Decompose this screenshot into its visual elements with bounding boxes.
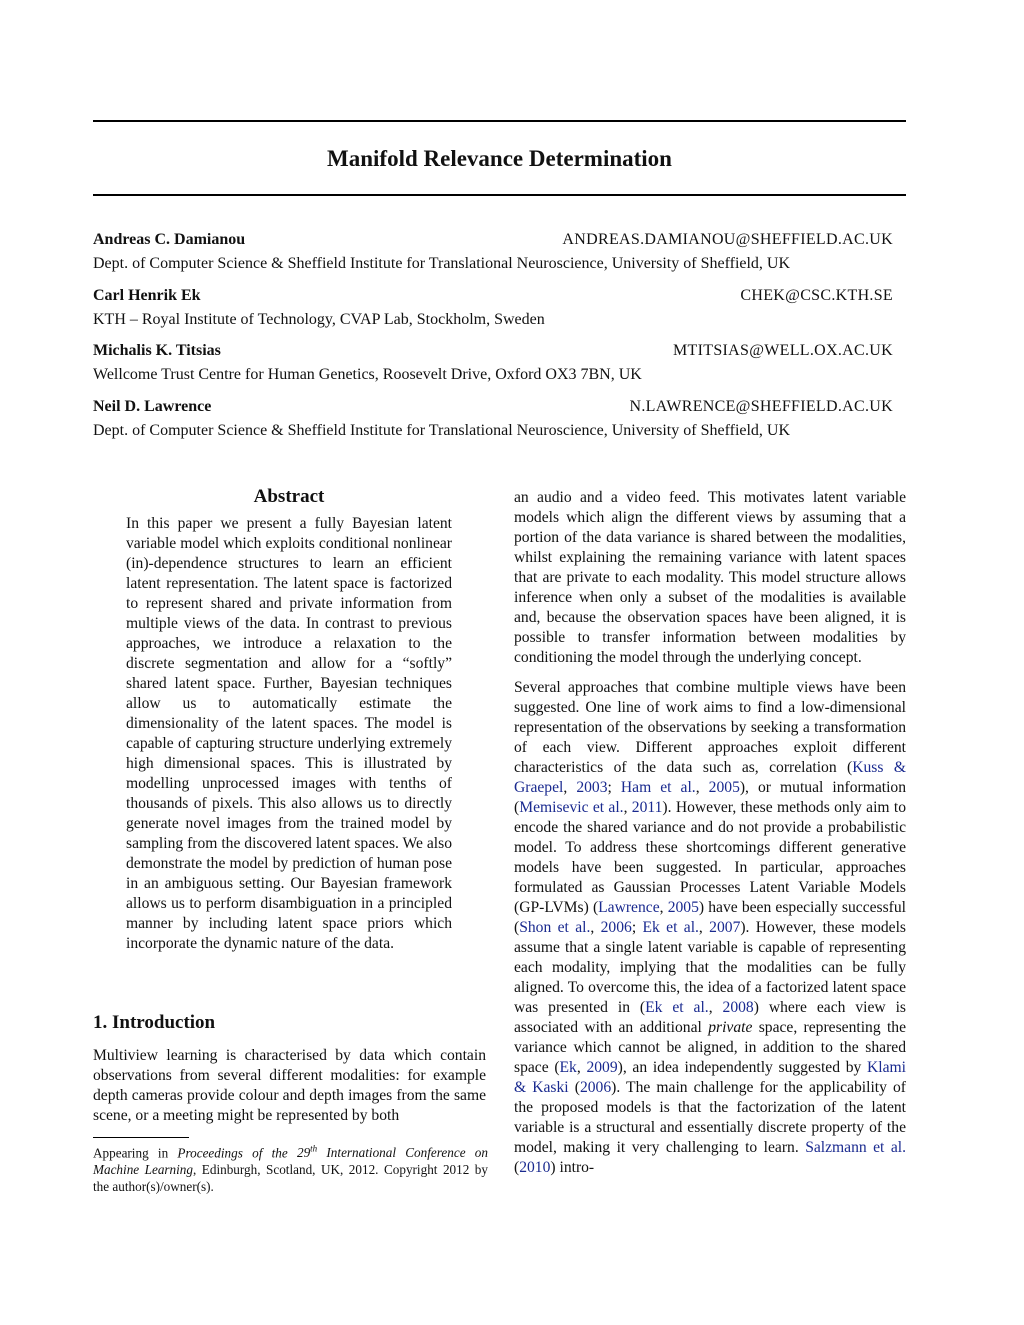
citation-link[interactable]: 2010 <box>519 1159 551 1176</box>
citation-link[interactable]: 2005 <box>667 899 699 916</box>
paragraph-related-work: Several approaches that combine multiple views have been suggested. One line of work aims to find a low-dimensional representation of the observations by seeking a transformation of each view. Different approaches exploit different characteristics of the data such as, correlation (Kuss & Graepel, 2003; Ham et al., 2005), or mutual information (Memisevic et al., 2011). However, these methods only aim to encode the shared variance and do not provide a probabilistic model. To address these shortcomings different generative models have been suggested. In particular, approaches formulated as Gaussian Processes Latent Variable Models (GP-LVMs) (Lawrence, 2005) have been especially successful (Shon et al., 2006; Ek et al., 2007). However, these models assume that a single latent variable is capable of representing each modality, implying that the modalities can be fully aligned. To overcome this, the idea of a factorized latent space was presented in (Ek et al., 2008) where each view is associated with an additional private space, representing the variance which cannot be aligned, in addition to the shared space (Ek, 2009), an idea independently suggested by Klami & Kaski (2006). The main challenge for the applicability of the proposed models is that the factorization of the latent variable is a structural and essentially discrete property of the model, making it very challenging to learn. Salzmann et al. (2010) intro- <box>514 679 907 1176</box>
top-rule <box>93 120 906 122</box>
citation-link[interactable]: 2003 <box>576 779 608 796</box>
citation-link[interactable]: Ham et al. <box>620 779 696 796</box>
citation-link[interactable]: 2008 <box>722 999 754 1016</box>
paper-title: Manifold Relevance Determination <box>327 146 672 171</box>
author-email[interactable]: CHEK@CSC.KTH.SE <box>740 287 893 304</box>
author-affiliation: KTH – Royal Institute of Technology, CVAP Lab, Stockholm, Sweden <box>93 311 545 328</box>
citation-link[interactable]: Lawrence <box>598 899 660 916</box>
citation-link[interactable]: Memisevic et al. <box>519 799 624 816</box>
abstract-heading: Abstract <box>253 486 325 507</box>
abstract-text: In this paper we present a fully Bayesian latent variable model which exploits conditional nonlinear (in)-dependence structures to learn an efficient latent representation. The latent space is factorized to represent shared and private information from multiple views of the data. In contrast to previous approaches, we introduce a relaxation to the discrete segmentation and allow for a “softly” shared latent space. Further, Bayesian techniques allow us to automatically estimate the dimensionality of the latent spaces. The model is capable of capturing structure underlying extremely high dimensional spaces. This is illustrated by modelling unprocessed images with tenths of thousands of pixels. This also allows us to directly generate novel images from the trained model by sampling from the discovered latent spaces. We also demonstrate the model by prediction of human pose in an ambiguous setting. Our Bayesian framework allows us to perform disambiguation in a principled manner by including latent space priors which incorporate the dynamic nature of the data. <box>126 515 452 952</box>
citation-link[interactable]: 2009 <box>586 1059 618 1076</box>
footnote-rule <box>93 1137 189 1138</box>
paragraph-continuation: an audio and a video feed. This motivates latent variable models which align the different views by assuming that a portion of the data variance is shared between the modalities, whilst explaining the remaining variance with latent spaces that are private to each modality. This model structure allows inference when only a subset of the modalities is available and, because the observation spaces have been aligned, it is possible to transfer information between modalities by conditioning the model through the underlying concept. <box>514 489 906 666</box>
author-name: Neil D. Lawrence <box>93 398 212 415</box>
author-name: Carl Henrik Ek <box>93 287 201 304</box>
citation-link[interactable]: 2005 <box>708 779 740 796</box>
author-name: Michalis K. Titsias <box>93 342 221 359</box>
author-email[interactable]: MTITSIAS@WELL.OX.AC.UK <box>673 342 893 359</box>
author-name: Andreas C. Damianou <box>93 231 246 248</box>
citation-link[interactable]: Kuss & Graepel <box>514 759 906 796</box>
author-affiliation: Dept. of Computer Science & Sheffield Institute for Translational Neuroscience, University of Sheffield, UK <box>93 255 791 272</box>
title-bottom-rule <box>93 194 906 196</box>
citation-link[interactable]: 2006 <box>579 1079 612 1096</box>
citation-link[interactable]: Shon et al. <box>519 919 591 936</box>
citation-link[interactable]: Ek et al. <box>642 919 699 936</box>
footnote: Appearing in Proceedings of the 29th International Conference on Machine Learning, Edinburgh, Scotland, UK, 2012. Copyright 2012 by the author(s)/owner(s). <box>93 1144 488 1195</box>
citation-link[interactable]: Ek et al. <box>645 999 709 1016</box>
citation-link[interactable]: 2007 <box>709 919 741 936</box>
citation-link[interactable]: Ek <box>559 1059 577 1076</box>
citation-link[interactable]: Klami & Kaski <box>514 1059 906 1096</box>
introduction-heading: 1. Introduction <box>93 1012 216 1033</box>
right-column <box>514 488 906 1188</box>
citation-link[interactable]: 2011 <box>631 799 663 816</box>
author-email[interactable]: ANDREAS.DAMIANOU@SHEFFIELD.AC.UK <box>562 231 893 248</box>
citation-link[interactable]: 2006 <box>600 919 632 936</box>
author-email[interactable]: N.LAWRENCE@SHEFFIELD.AC.UK <box>629 398 893 415</box>
introduction-paragraph: Multiview learning is characterised by data which contain observations from several different modalities: for example depth cameras provide colour and depth images from the same scene, or a meeting might be represented by both <box>93 1047 486 1124</box>
author-affiliation: Wellcome Trust Centre for Human Genetics, Roosevelt Drive, Oxford OX3 7BN, UK <box>93 366 642 383</box>
citation-link[interactable]: Salzmann et al. <box>805 1139 907 1156</box>
author-affiliation: Dept. of Computer Science & Sheffield Institute for Translational Neuroscience, University of Sheffield, UK <box>93 422 791 439</box>
